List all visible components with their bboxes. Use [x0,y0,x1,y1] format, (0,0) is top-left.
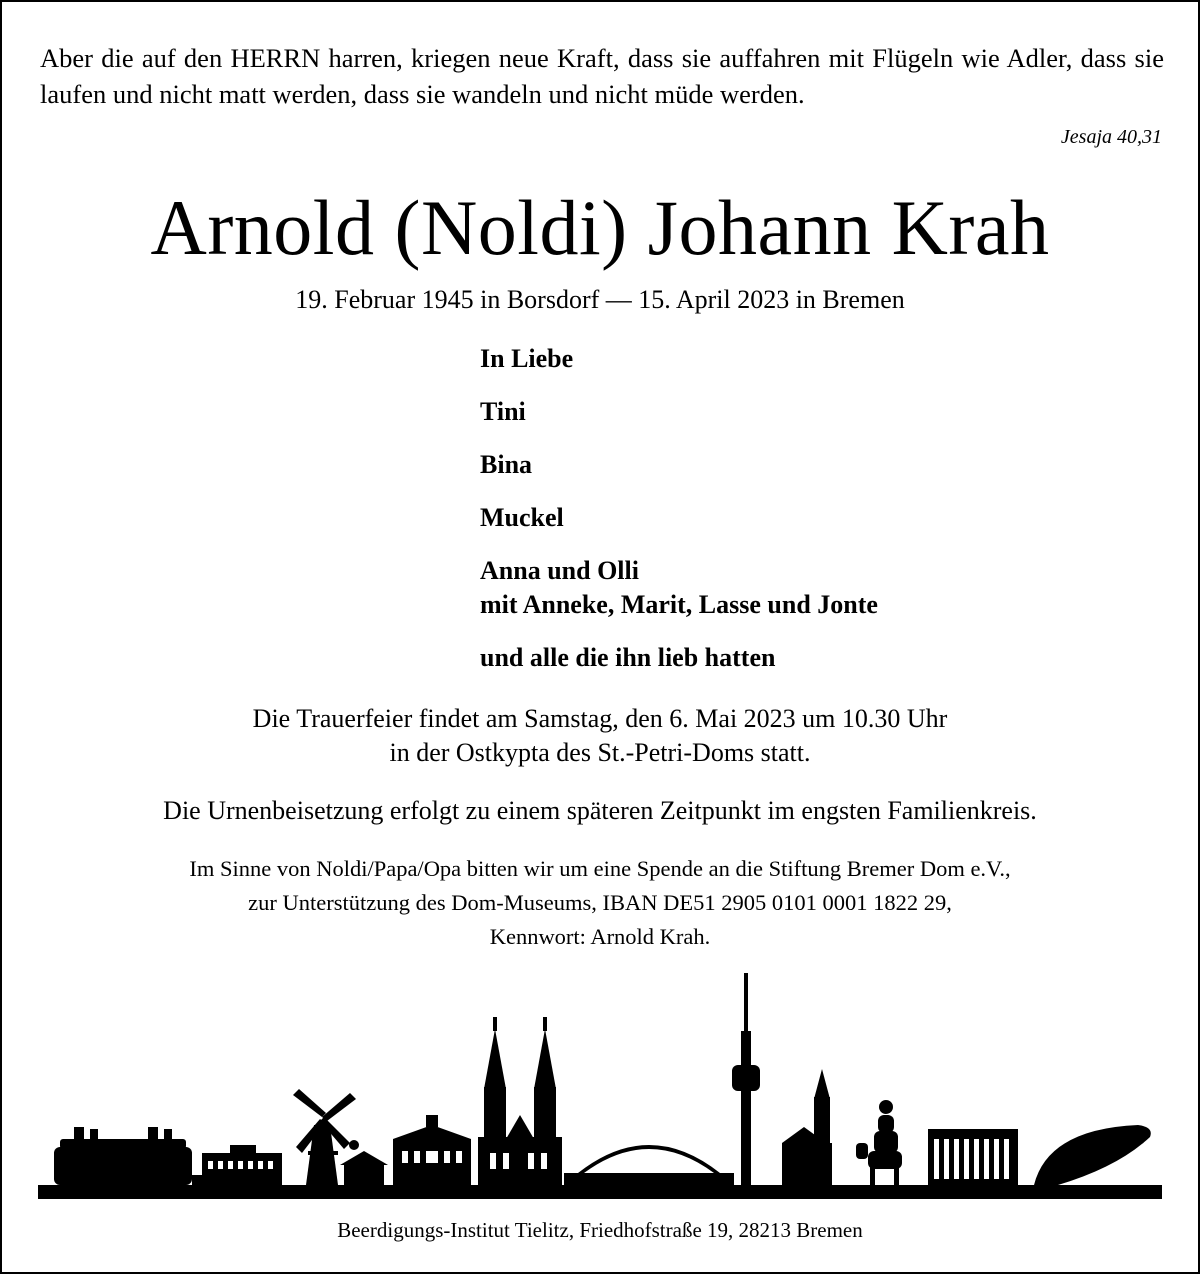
town-hall-icon [393,1115,471,1185]
town-musicians-icon [856,1100,902,1185]
life-dates: 19. Februar 1945 in Borsdorf — 15. April 2023 in Bremen [295,285,905,314]
mourner-name: Bina [480,450,533,479]
funeral-home-address: Beerdigungs-Institut Tielitz, Friedhofstraße 19, 28213 Bremen [337,1218,863,1242]
bremen-skyline-illustration [38,967,1162,1199]
deceased-name: Arnold (Noldi) Johann Krah [150,184,1050,271]
tv-tower-icon [732,973,760,1185]
urn-burial-info: Die Urnenbeisetzung erfolgt zu einem späteren Zeitpunkt im engsten Familienkreis. [163,796,1037,825]
ceremony-line: in der Ostkypta des St.-Petri-Doms statt. [389,738,811,767]
donation-line: Im Sinne von Noldi/Papa/Opa bitten wir um eine Spende an die Stiftung Bremer Dom e.V., [189,856,1011,881]
donation-line: zur Unterstützung des Dom-Museums, IBAN DE51 2905 0101 0001 1822 29, [248,890,952,915]
donation-line: Kennwort: Arnold Krah. [489,924,711,949]
mourner-name: Muckel [480,503,564,532]
bridge-icon [564,1145,734,1185]
arena-icon [1034,1125,1151,1185]
donation-request [2,852,1198,954]
mourner-family-children: mit Anneke, Marit, Lasse und Jonte [480,590,878,619]
church-icon [782,1069,832,1185]
ceremony-line: Die Trauerfeier findet am Samstag, den 6. Mai 2023 um 10.30 Uhr [252,704,948,733]
mourner-name: Tini [480,397,526,426]
funeral-service-info [2,702,1198,770]
mourners-list [480,342,878,675]
mourner-family: Anna und Olli [480,556,639,585]
verse-reference: Jesaja 40,31 [1060,126,1162,148]
mourners-intro: In Liebe [480,344,574,373]
bible-verse: Aber die auf den HERRN harren, kriegen neue Kraft, dass sie auffahren mit Flügeln wie Adler, dass sie laufen und nicht matt werden, dass sie wandeln und nicht müde werden. [40,43,1164,109]
ship-icon [54,1127,192,1185]
mourners-closing: und alle die ihn lieb hatten [480,643,776,672]
